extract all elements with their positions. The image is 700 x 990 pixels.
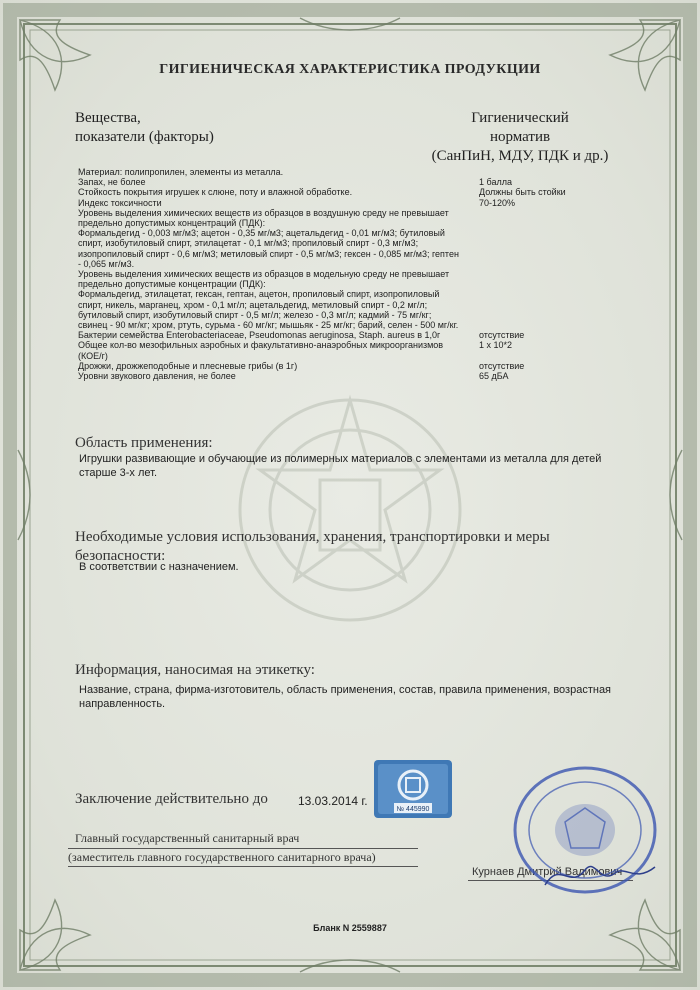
row-name: Уровень выделения химических веществ из образцов в воздушную среду не превышает предельно допустимых концентраций (ПДК): — [78, 207, 449, 229]
table-row — [78, 340, 638, 360]
signer-name: Курнаев Дмитрий Вадимович — [472, 866, 623, 878]
row-norm: 70-120% — [479, 197, 516, 208]
table-row — [78, 371, 638, 381]
header-right-line: Гигиенический — [471, 110, 569, 126]
header-right-line: норматив — [489, 129, 551, 145]
column-header-substances — [75, 109, 214, 147]
scope-text: Игрушки развивающие и обучающие из полимерных материалов с элементами из металла для детей старше 3-х лет. — [79, 453, 602, 479]
hologram-sticker — [372, 758, 454, 820]
header-right-line: (СанПиН, МДУ, ПДК и др.) — [431, 148, 609, 164]
document-title: ГИГИЕНИЧЕСКАЯ ХАРАКТЕРИСТИКА ПРОДУКЦИИ — [159, 62, 541, 77]
row-norm: Должны быть стойки — [479, 187, 566, 198]
signature-scribble — [540, 855, 660, 895]
hologram-number: № 445990 — [396, 806, 430, 813]
header-left-line: Вещества, — [75, 110, 141, 126]
signer-title: Главный государственный санитарный врач — [75, 831, 300, 845]
column-header-norm — [400, 109, 640, 166]
signer-title-alt: (заместитель главного государственного санитарного врача) — [68, 848, 418, 865]
table-row — [78, 269, 638, 289]
row-norm: 65 дБА — [479, 371, 509, 382]
table-row — [78, 330, 638, 340]
row-name: Формальдегид - 0,003 мг/м3; ацетон - 0,35 мг/м3; ацетальдегид - 0,01 мг/м3; бутиловый спирт, изобутиловый спирт, этилацетат - 0,1 мг/м3; пропиловый спирт - 0,3 мг/м3; изопропиловый спирт - 0,6 мг/м3; метиловый спирт - 0,5 мг/м3; гексен - 0,085 мг/м3; гептен - 0,065 мг/м3. — [78, 228, 459, 269]
row-name: Бактерии семейства Enterobacteriaceae, Pseudomonas aeruginosa, Staph. aureus в 1,0г — [78, 330, 441, 341]
scope-heading: Область применения: — [75, 435, 213, 451]
conditions-heading: Необходимые условия использования, хранения, транспортировки и меры безопасности: — [75, 529, 550, 564]
table-row — [78, 187, 638, 197]
row-norm: 1 x 10*2 — [479, 340, 513, 351]
row-name: Материал: полипропилен, элементы из металла. — [78, 167, 284, 177]
emblem-watermark — [190, 360, 510, 660]
conditions-text: В соответствии с назначением. — [79, 561, 239, 573]
table-row — [78, 361, 638, 371]
characteristics-table — [78, 167, 638, 381]
row-name: Стойкость покрытия игрушек к слюне, поту и влажной обработке. — [78, 187, 353, 198]
row-name: Уровень выделения химических веществ из образцов в модельную среду не превышает предельно допустимые концентрации (ПДК): — [78, 269, 450, 290]
conclusion-label: Заключение действительно до — [75, 791, 268, 807]
signature-line — [68, 866, 418, 867]
table-row — [78, 228, 638, 269]
blank-number: Бланк N 2559887 — [313, 923, 387, 933]
label-info-text: Название, страна, фирма-изготовитель, область применения, состав, правила применения, возрастная направленность. — [79, 684, 612, 710]
row-name: Формальдегид, этилацетат, гексан, гептан, ацетон, пропиловый спирт, изопропиловый спирт, никель, марганец, хром - 0,1 мг/л; ацетальдегид, метиловый спирт - 0,2 мг/л; бутиловый спирт, изобутиловый спирт - 0,5 мг/л; железо - 0,3 мг/л; кадмий - 75 мг/кг; свинец - 90 мг/кг; хром, ртуть, сурьма - 60 мг/кг; мышьяк - 25 мг/кг; барий, селен - 500 мг/кг. — [78, 289, 459, 331]
table-row — [78, 208, 638, 228]
row-name: Дрожжи, дрожжеподобные и плесневые грибы (в 1г) — [78, 360, 298, 371]
row-norm: отсутствие — [479, 330, 525, 341]
table-row — [78, 177, 638, 187]
table-row — [78, 167, 638, 177]
conclusion-date: 13.03.2014 г. — [298, 794, 368, 808]
row-name: Индекс токсичности — [78, 197, 162, 208]
row-norm: 1 балла — [479, 177, 512, 188]
row-norm: отсутствие — [479, 360, 525, 371]
table-row — [78, 289, 638, 330]
table-row — [78, 198, 638, 208]
row-name: Уровни звукового давления, не более — [78, 371, 236, 382]
row-name: Запах, не более — [78, 177, 146, 188]
label-info-heading: Информация, наносимая на этикетку: — [75, 662, 315, 678]
row-name: Общее кол-во мезофильных аэробных и факультативно-анаэробных микроорганизмов (КОЕ/г) — [78, 340, 444, 361]
header-left-line: показатели (факторы) — [75, 129, 214, 145]
